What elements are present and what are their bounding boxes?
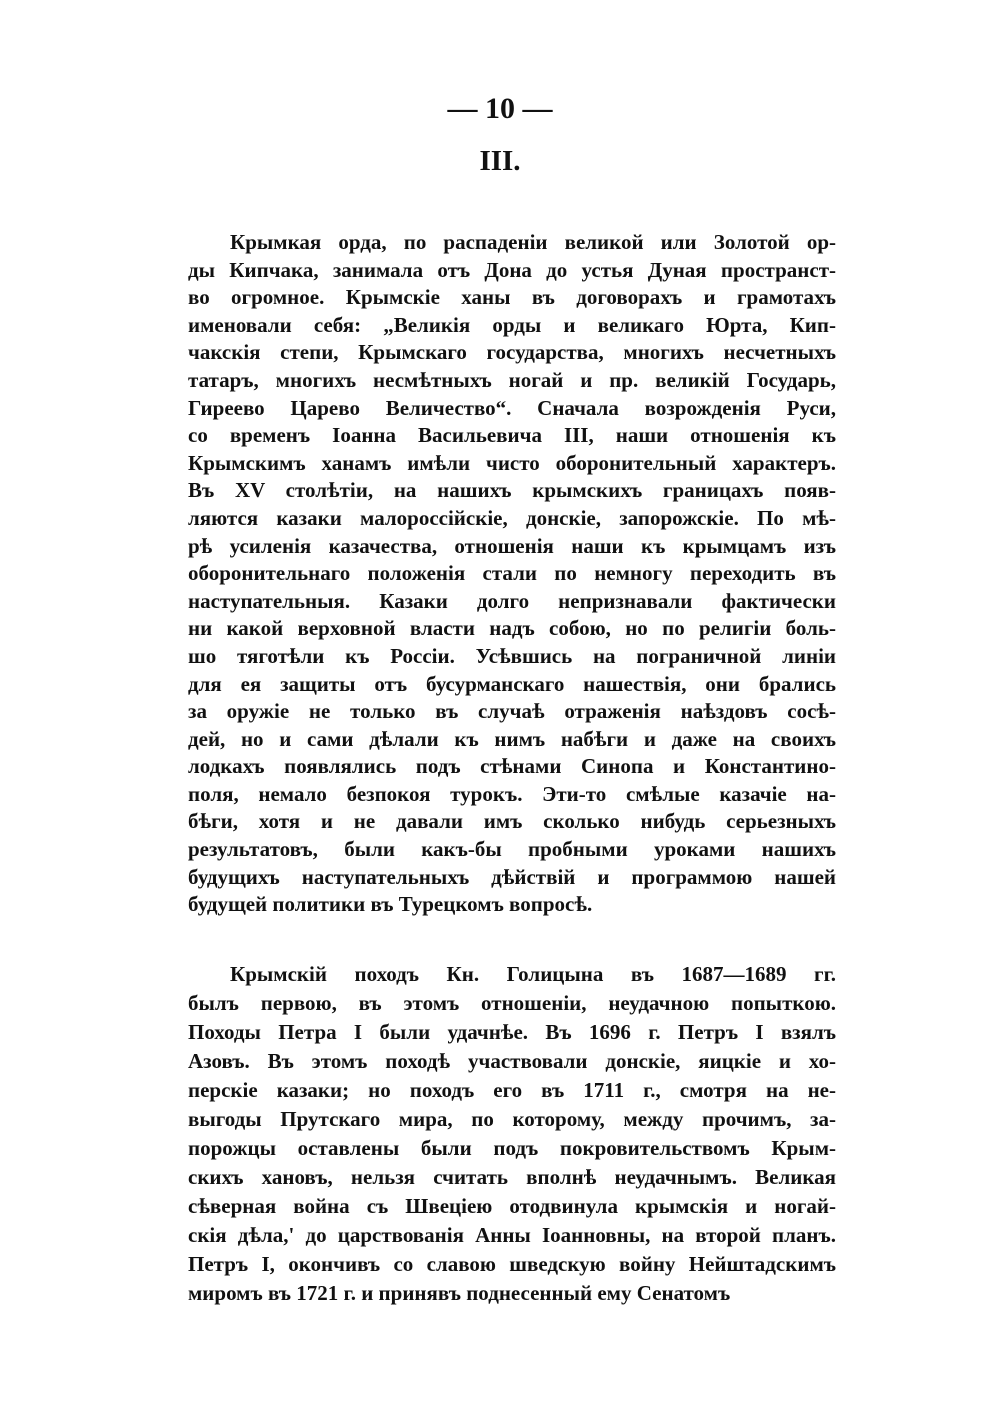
text-line: за оружіе не только въ случаѣ отраженія наѣздовъ сосѣ- (188, 699, 836, 724)
text-line: во огромное. Крымскіе ханы въ договорахъ и грамотахъ (188, 285, 836, 310)
text-line: бѣги, хотя и не давали имъ сколько нибудь серьезныхъ (188, 809, 836, 834)
text-line: Гиреево Царево Величество“. Сначала возрожденія Руси, (188, 395, 836, 420)
text-line: Крымкая орда, по распаденіи великой или Золотой ор- (230, 230, 836, 254)
text-line: ды Кипчака, занимала отъ Дона до устья Дуная пространст- (188, 257, 836, 282)
text-line: лодкахъ появлялись подъ стѣнами Синопа и Константино- (188, 754, 836, 779)
text-line: ни какой верховной власти надъ собою, но по религіи боль- (188, 616, 836, 641)
paragraph-1 (188, 229, 836, 919)
text-line: для ея защиты отъ бусурманскаго нашествія, они брались (188, 671, 836, 696)
text-line: татаръ, многихъ несмѣтныхъ ногай и пр. великій Государь, (188, 367, 836, 392)
text-line: Въ XV столѣтіи, на нашихъ крымскихъ границахъ появ- (188, 478, 836, 503)
text-line: со временъ Іоанна Васильевича III, наши отношенія къ (188, 423, 836, 448)
text-line: шо тяготѣли къ Россіи. Усѣвшись на пограничной линіи (188, 643, 836, 668)
text-line: поля, немало безпокоя турокъ. Эти-то смѣлые казачіе на- (188, 781, 836, 806)
text-line: порожцы оставлены были подъ покровительствомъ Крым- (188, 1136, 836, 1160)
text-line: миромъ въ 1721 г. и принявъ поднесенный ему Сенатомъ (188, 1281, 731, 1305)
text-line: былъ первою, въ этомъ отношеніи, неудачною попыткою. (188, 991, 836, 1015)
text-line: скія дѣла,' до царствованія Анны Іоанновны, на второй планъ. (188, 1223, 836, 1247)
text-line: дей, но и сами дѣлали къ нимъ набѣги и даже на своихъ (188, 726, 836, 751)
paragraph-2 (188, 960, 836, 1308)
text-line: перскіе казаки; но походъ его въ 1711 г., смотря на не- (188, 1078, 836, 1102)
text-line: наступательныя. Казаки долго непризнавали фактически (188, 588, 836, 613)
text-line: оборонительнаго положенія стали по немногу переходить въ (188, 561, 836, 586)
text-line: чакскія степи, Крымскаго государства, многихъ несчетныхъ (188, 340, 836, 365)
text-line: будущей политики въ Турецкомъ вопросѣ. (188, 892, 593, 917)
text-line: выгоды Прутскаго мира, по которому, между прочимъ, за- (188, 1107, 836, 1131)
text-line: Крымскій походъ Кн. Голицына въ 1687—1689 гг. (230, 962, 836, 986)
text-line: Крымскимъ ханамъ имѣли чисто оборонительный характеръ. (188, 450, 836, 475)
text-line: Петръ I, окончивъ со славою шведскую войну Нейштадскимъ (188, 1252, 836, 1276)
chapter-heading: III. (479, 145, 521, 177)
text-line: Азовъ. Въ этомъ походѣ участвовали донскіе, яицкіе и хо- (188, 1049, 836, 1073)
text-line: Походы Петра I были удачнѣе. Въ 1696 г. Петръ I взялъ (188, 1020, 836, 1044)
text-line: будущихъ наступательныхъ дѣйствій и программою нашей (188, 864, 836, 889)
page-number: — 10 — (447, 92, 553, 125)
text-line: ляются казаки малороссійскіе, донскіе, запорожскіе. По мѣ- (188, 505, 836, 530)
text-line: рѣ усиленія казачества, отношенія наши къ крымцамъ изъ (188, 533, 836, 558)
text-line: сѣверная война съ Швеціею отодвинула крымскія и ногай- (188, 1194, 836, 1218)
text-line: именовали себя: „Великія орды и великаго Юрта, Кип- (188, 312, 836, 337)
text-line: скихъ хановъ, нельзя считать вполнѣ неудачнымъ. Великая (188, 1165, 836, 1189)
text-line: результатовъ, были какъ-бы пробными уроками нашихъ (188, 837, 836, 862)
